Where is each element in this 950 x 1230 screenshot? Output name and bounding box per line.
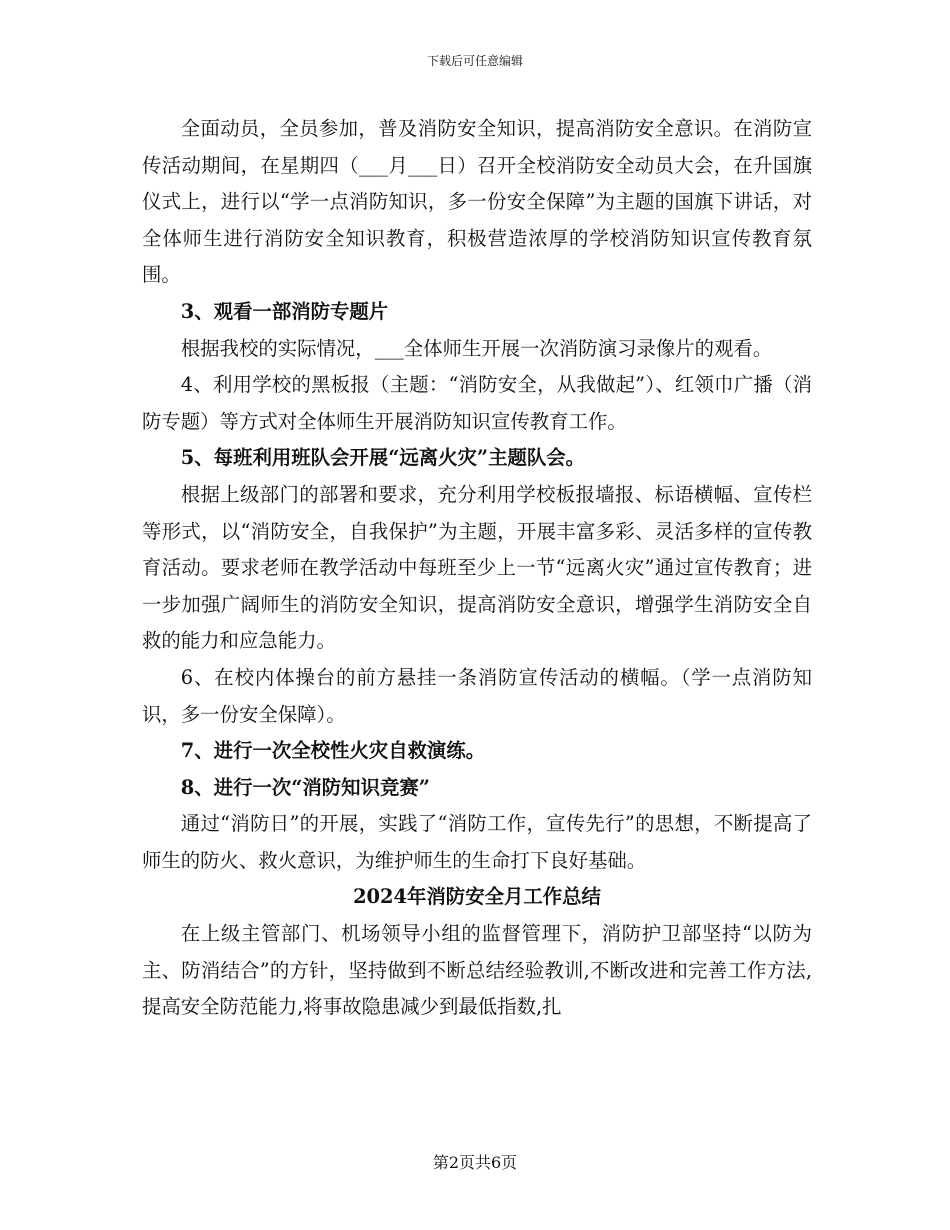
section-title: 2024年消防安全月工作总结	[353, 885, 601, 909]
paragraph-publicity: 根据上级部门的部署和要求，充分利用学校板报墙报、标语横幅、宣传栏等形式，以“消防安全，自我保护”为主题，开展丰富多彩、灵活多样的宣传教育活动。要求老师在教学活动中每班至少上一节“远离火灾”通过宣传教育；进一步加强广阔师生的消防安全知识，提高消防安全意识，增强学生消防安全自救的能力和应急能力。	[142, 482, 812, 653]
document-body	[142, 111, 812, 1026]
heading-item-5: 5、每班利用班队会开展“远离火灾”主题队会。	[180, 446, 586, 470]
heading-item-8: 8、进行一次“消防知识竞赛”	[180, 775, 430, 799]
page-footer: 第2页共6页	[432, 1153, 518, 1172]
heading-item-3: 3、观看一部消防专题片	[180, 299, 389, 323]
paragraph-item-4: 4、利用学校的黑板报（主题：“消防安全，从我做起”）、红领巾广播（消防专题）等方式对全体师生开展消防知识宣传教育工作。	[142, 373, 812, 433]
paragraph-video: 根据我校的实际情况，___全体师生开展一次消防演习录像片的观看。	[180, 336, 773, 360]
paragraph-mobilization: 全面动员，全员参加，普及消防安全知识，提高消防安全意识。在消防宣传活动期间，在星期四（___月___日）召开全校消防安全动员大会，在升国旗仪式上，进行以“学一点消防知识，多一份安全保障”为主题的国旗下讲话，对全体师生进行消防安全知识教育，积极营造浓厚的学校消防知识宣传教育氛围。	[142, 117, 812, 287]
paragraph-summary-intro: 在上级主管部门、机场领导小组的监督管理下，消防护卫部坚持“以防为主、防消结合”的方针，坚持做到不断总结经验教训,不断改进和完善工作方法,提高安全防范能力,将事故隐患减少到最低指数,扎	[142, 922, 812, 1019]
paragraph-item-6: 6、在校内体操台的前方悬挂一条消防宣传活动的横幅。（学一点消防知识，多一份安全保障）。	[142, 665, 812, 726]
heading-item-7: 7、进行一次全校性火灾自救演练。	[180, 739, 486, 763]
paragraph-conclusion: 通过“消防日”的开展，实践了“消防工作，宣传先行”的思想，不断提高了师生的防火、救火意识，为维护师生的生命打下良好基础。	[142, 812, 812, 872]
page-header: 下载后可任意编辑	[426, 54, 523, 68]
